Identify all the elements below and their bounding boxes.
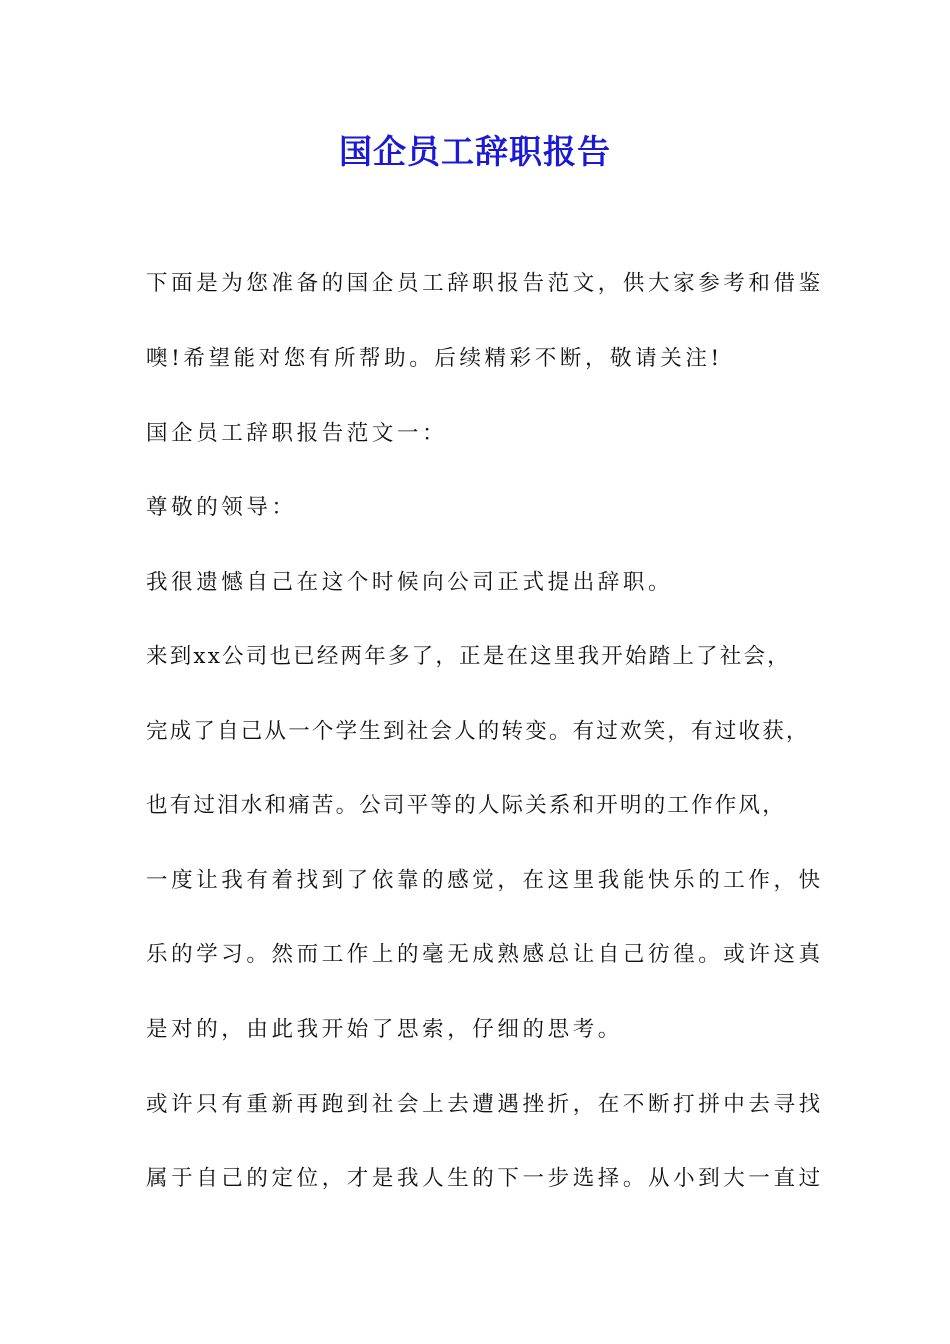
paragraph-line: 属于自己的定位，才是我人生的下一步选择。从小到大一直过	[146, 1166, 824, 1191]
document-title: 国企员工辞职报告	[339, 132, 611, 171]
paragraph-line: 或许只有重新再跑到社会上去遭遇挫折，在不断打拼中去寻找	[146, 1092, 824, 1117]
paragraph-line: 国企员工辞职报告范文一：	[146, 421, 448, 446]
paragraph-line: 我很遗憾自己在这个时候向公司正式提出辞职。	[146, 570, 674, 595]
paragraph-line: 乐的学习。然而工作上的毫无成熟感总让自己彷徨。或许这真	[146, 942, 824, 967]
paragraph-line: 一度让我有着找到了依靠的感觉，在这里我能快乐的工作，快	[146, 868, 824, 893]
paragraph-line: 是对的，由此我开始了思索，仔细的思考。	[146, 1017, 623, 1042]
paragraph-line: 完成了自己从一个学生到社会人的转变。有过欢笑，有过收获，	[146, 719, 810, 744]
paragraph-line: 尊敬的领导：	[146, 495, 297, 520]
paragraph-line: 噢!希望能对您有所帮助。后续精彩不断，敬请关注!	[146, 346, 723, 371]
paragraph-line: 下面是为您准备的国企员工辞职报告范文，供大家参考和借鉴	[146, 271, 824, 296]
paragraph-line: 来到xx公司也已经两年多了，正是在这里我开始踏上了社会，	[146, 644, 791, 669]
paragraph-line: 也有过泪水和痛苦。公司平等的人际关系和开明的工作作风，	[146, 793, 786, 818]
